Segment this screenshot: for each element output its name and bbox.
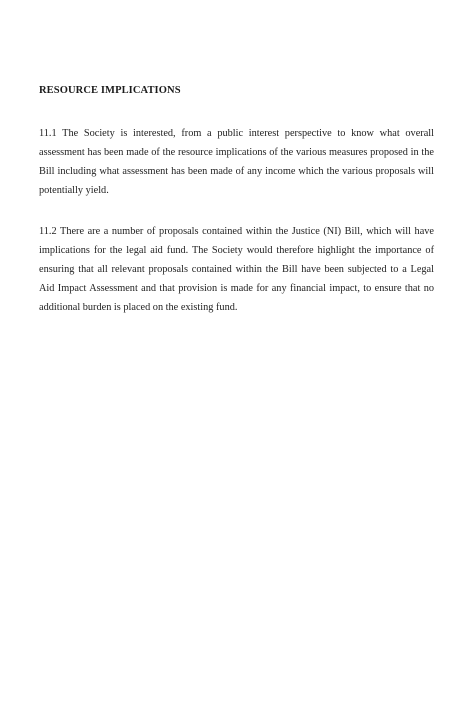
paragraph-11-2: 11.2 There are a number of proposals contained within the Justice (NI) Bill, which will have implications for the legal aid fund. The Society would therefore highlight the importance of ensuring that all relevant proposals contained within the Bill have been subjected to a Legal Aid Impact Assessment and that provision is made for any financial impact, to ensure that no additional burden is placed on the existing fund. (39, 226, 434, 313)
section-heading: RESOURCE IMPLICATIONS (39, 85, 181, 96)
paragraph-11-1: 11.1 The Society is interested, from a public interest perspective to know what overall assessment has been made of the resource implications of the various measures proposed in the Bill including what assessment has been made of any income which the various proposals will potentially yield. (39, 128, 434, 196)
